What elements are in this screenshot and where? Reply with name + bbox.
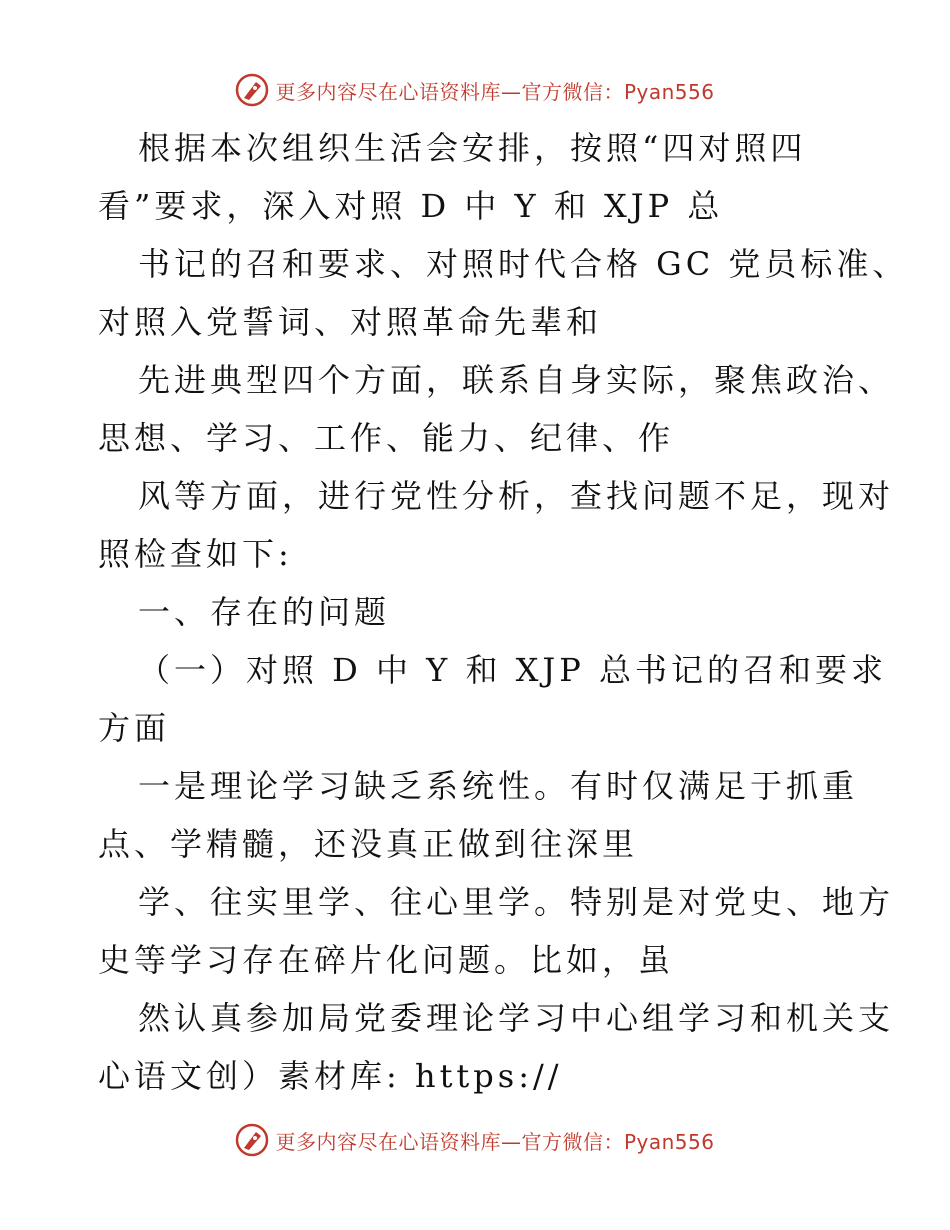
- text-line: 看”要求，深入对照 D 中 Y 和 XJP 总: [98, 187, 724, 225]
- subsection-heading-cont: 方面: [98, 709, 171, 747]
- text-line: 对照入党誓词、对照革命先辈和: [98, 303, 603, 341]
- text-line: 照检查如下:: [98, 535, 293, 573]
- footer-banner-text: 更多内容尽在心语资料库—官方微信：Pyan556: [275, 1129, 715, 1154]
- header-banner: [0, 70, 950, 110]
- text-line: 学、往实里学、往心里学。特别是对党史、地方: [138, 883, 895, 921]
- header-banner-text: 更多内容尽在心语资料库—官方微信：Pyan556: [275, 79, 715, 104]
- pen-nib-logo-icon: [235, 73, 269, 107]
- text-line: 然认真参加局党委理论学习中心组学习和机关支: [138, 999, 895, 1037]
- text-line: 书记的召和要求、对照时代合格 GC 党员标准、: [138, 245, 909, 283]
- text-line: 点、学精髓，还没真正做到往深里: [98, 825, 639, 863]
- text-line: 根据本次组织生活会安排，按照“四对照四: [138, 129, 807, 167]
- text-line: 思想、学习、工作、能力、纪律、作: [98, 419, 675, 457]
- text-line: 风等方面，进行党性分析，查找问题不足，现对: [138, 477, 895, 515]
- pen-nib-logo-icon: [235, 1123, 269, 1157]
- text-line: 心语文创）素材库: https://: [98, 1057, 563, 1095]
- text-line: 先进典型四个方面，联系自身实际，聚焦政治、: [138, 361, 895, 399]
- text-line: 一是理论学习缺乏系统性。有时仅满足于抓重: [138, 767, 859, 805]
- footer-banner: [0, 1120, 950, 1160]
- subsection-heading: （一）对照 D 中 Y 和 XJP 总书记的召和要求: [138, 651, 887, 689]
- section-heading: 一、存在的问题: [138, 593, 391, 631]
- text-line: 史等学习存在碎片化问题。比如，虽: [98, 941, 675, 979]
